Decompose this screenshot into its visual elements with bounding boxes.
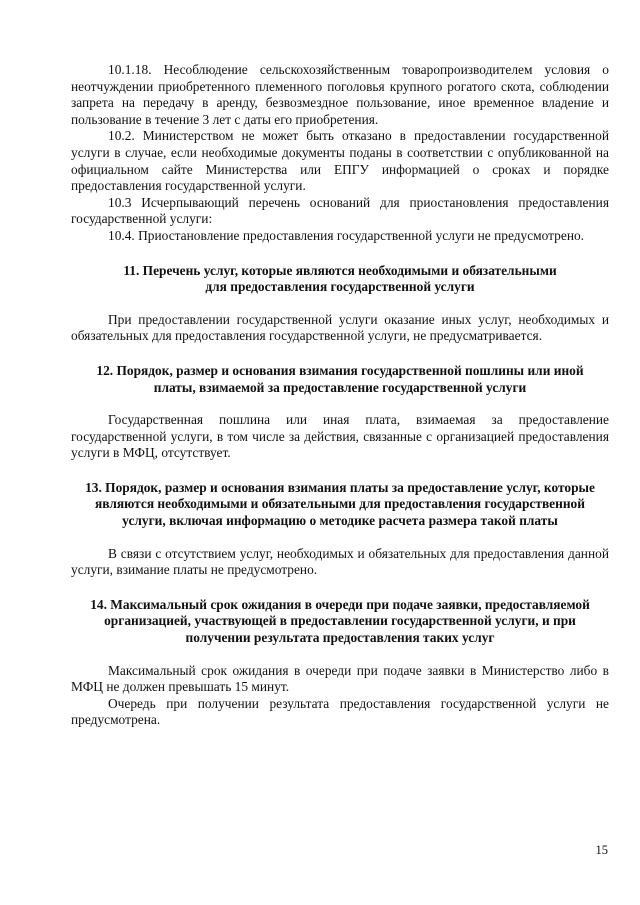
section-heading-12: 12. Порядок, размер и основания взимания государственной пошлины или иной платы, взимаемой за предоставление государственной услуги: [96, 362, 584, 395]
paragraph-10-4: 10.4. Приостановление предоставления государственной услуги не предусмотрено.: [108, 227, 585, 243]
section-heading-11: 11. Перечень услуг, которые являются необходимыми и обязательными для предоставления государственной услуги: [123, 262, 557, 295]
section-heading-13: 13. Порядок, размер и основания взимания платы за предоставление услуг, которые являются необходимыми и обязательными для предоставления государственной услуги, включая информацию о методике расчета размера такой платы: [85, 479, 595, 529]
document-page: [71, 62, 609, 729]
section-13-body: В связи с отсутствием услуг, необходимых и обязательных для предоставления данной услуги, взимание платы не предусмотрено.: [71, 545, 609, 578]
paragraph-10-1-18: 10.1.18. Несоблюдение сельскохозяйственным товаропроизводителем условия о неотчуждении приобретенного племенного поголовья крупного рогатого скота, соблюдении запрета на передачу в аренду, безвозмездное пользование, иное временное владение и пользование в течение 3 лет с даты его приобретения.: [71, 62, 609, 127]
section-14-body-1: Максимальный срок ожидания в очереди при подаче заявки в Министерство либо в МФЦ не должен превышать 15 минут.: [71, 662, 609, 695]
section-14-body-2: Очередь при получении результата предоставления государственной услуги не предусмотрена.: [71, 695, 609, 728]
paragraph-10-2: 10.2. Министерством не может быть отказано в предоставлении государственной услуги в случае, если необходимые документы поданы в соответствии с опубликованной на официальном сайте Министерства или ЕПГУ информацией о сроках и порядке предоставления государственной услуги.: [71, 128, 609, 194]
section-11-body: При предоставлении государственной услуги оказание иных услуг, необходимых и обязательных для предоставления государственной услуги, не предусматривается.: [71, 311, 609, 344]
page-number: 15: [595, 843, 608, 857]
section-heading-14: 14. Максимальный срок ожидания в очереди при подаче заявки, предоставляемой организацией, участвующей в предоставлении государственной услуги, и при получении результата предоставления таких услуг: [90, 596, 590, 646]
section-12-body: Государственная пошлина или иная плата, взимаемая за предоставление государственной услуги, в том числе за действия, связанные с организацией предоставления услуги в МФЦ, отсутствует.: [71, 412, 609, 461]
paragraph-10-3: 10.3 Исчерпывающий перечень оснований для приостановления предоставления государственной услуги:: [71, 194, 609, 227]
